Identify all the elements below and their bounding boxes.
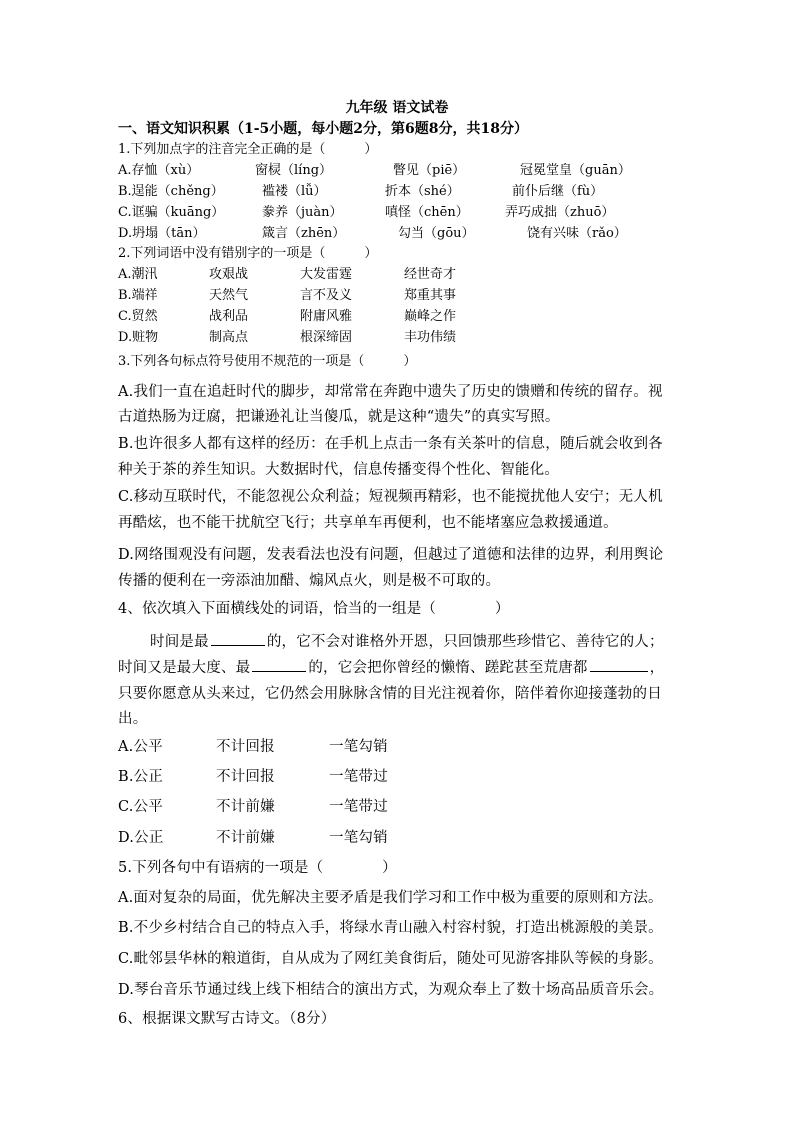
q3-option-b-line2: 种关于茶的养生知识。大数据时代，信息传播变得个性化、智能化。	[118, 462, 559, 478]
q3-option-a-line1: A.我们一直在追赶时代的脚步，却常常在奔跑中遗失了历史的馈赠和传统的留存。视	[118, 384, 663, 400]
q4-option-d-word2: 不计前嫌	[216, 830, 275, 846]
q3-option-b-line1: B.也许很多人都有这样的经历：在手机上点击一条有关茶叶的信息，随后就会收到各	[118, 436, 663, 452]
q4-passage-text: ，	[649, 660, 665, 676]
question-1-stem: 1.下列加点字的注音完全正确的是（ ）	[118, 142, 378, 157]
q5-option-c: C.毗邻昙华林的粮道街，自从成为了网红美食街后，随处可见游客排队等候的身影。	[118, 951, 663, 967]
q4-option-c-word3: 一笔带过	[329, 799, 388, 815]
q4-option-c-word2: 不计前嫌	[216, 799, 275, 815]
q1-option-d-word4: 饶有兴味（rǎo）	[527, 226, 627, 241]
q1-option-c-word3: 嗔怪（chēn）	[385, 205, 469, 220]
q2-option-b-word2: 天然气	[209, 288, 249, 303]
q1-option-d-word1: D.坍塌（tān）	[118, 226, 206, 241]
q1-option-c-word1: C.诓骗（kuāng）	[118, 205, 225, 220]
q4-option-b-word2: 不计回报	[216, 769, 275, 785]
q1-option-a-word3: 瞥见（piē）	[393, 163, 466, 178]
q1-option-b-word4: 前仆后继（fù）	[512, 184, 604, 199]
q4-passage-line3: 只要你愿意从头来过，它仍然会用脉脉含情的目光注视着你，陪伴着你迎接蓬勃的日	[118, 686, 662, 702]
q4-option-a-word3: 一笔勾销	[329, 739, 388, 755]
q2-option-b-word3: 言不及义	[300, 288, 353, 303]
q1-option-c-word4: 弄巧成拙（zhuō）	[505, 205, 615, 220]
q4-option-a-word2: 不计回报	[216, 739, 275, 755]
q4-passage-text: 时间又是最大度、最	[118, 660, 251, 676]
fill-blank-2	[252, 657, 306, 672]
q3-option-d-line2: 传播的便利在一旁添油加醋、煽风点火，则是极不可取的。	[118, 573, 501, 589]
q3-option-d-line1: D.网络围观没有问题，发表看法也没有问题，但越过了道德和法律的边界，利用舆论	[118, 547, 664, 563]
q5-option-b: B.不少乡村结合自己的特点入手，将绿水青山融入村容村貌，打造出桃源般的美景。	[118, 920, 663, 936]
q4-option-a-word1: A.公平	[118, 739, 163, 755]
q1-option-d-word3: 勾当（gōu）	[398, 226, 475, 241]
q4-option-c-word1: C.公平	[118, 799, 163, 815]
q1-option-b-word1: B.逞能（chěng）	[118, 184, 224, 199]
q2-option-d-word4: 丰功伟绩	[404, 330, 457, 345]
q3-option-c-line1: C.移动互联时代，不能忽视公众利益；短视频再精彩，也不能搅扰他人安宁；无人机	[118, 489, 663, 505]
q5-option-d: D.琴台音乐节通过线上线下相结合的演出方式，为观众奉上了数十场高品质音乐会。	[118, 982, 664, 998]
section-heading: 一、语文知识积累（1-5小题，每小题2分，第6题8分，共18分）	[118, 121, 528, 137]
q2-option-c-word2: 战利品	[209, 309, 249, 324]
q2-option-b-word1: B.端祥	[118, 288, 158, 303]
question-3-stem: 3.下列各句标点符号使用不规范的一项是（ ）	[118, 354, 417, 369]
q3-option-c-line2: 再酷炫，也不能干扰航空飞行；共享单车再便利，也不能堵塞应急救援通道。	[118, 515, 618, 531]
q4-option-d-word1: D.公正	[118, 830, 164, 846]
q1-option-d-word2: 箴言（zhēn）	[262, 226, 346, 241]
q1-option-a-word4: 冠冕堂皇（guān）	[520, 163, 631, 178]
question-5-stem: 5.下列各句中有语病的一项是（ ）	[118, 860, 397, 876]
fill-blank-3	[590, 657, 648, 672]
question-6-stem: 6、根据课文默写古诗文。（8分）	[118, 1011, 336, 1027]
q3-option-a-line2: 古道热肠为迂腐，把谦逊礼让当傻瓜，就是这种“遗失”的真实写照。	[118, 409, 560, 425]
fill-blank-1	[211, 631, 265, 646]
q4-passage-line2	[118, 657, 664, 679]
q4-option-b-word1: B.公正	[118, 769, 164, 785]
q4-passage-text: 的，它不会对谁格外开恩，只回馈那些珍惜它、善待它的人；	[266, 634, 664, 650]
q4-passage-text: 的，它会把你曾经的懒惰、蹉跎甚至荒唐都	[308, 660, 588, 676]
q2-option-c-word3: 附庸风雅	[300, 309, 353, 324]
q2-option-b-word4: 郑重其事	[404, 288, 457, 303]
q4-option-b-word3: 一笔带过	[329, 769, 388, 785]
q1-option-b-word2: 褴褛（lǚ）	[262, 184, 327, 199]
q5-option-a: A.面对复杂的局面，优先解决主要矛盾是我们学习和工作中极为重要的原则和方法。	[118, 890, 663, 906]
q2-option-a-word1: A.潮汛	[118, 267, 158, 282]
q2-option-c-word1: C.贸然	[118, 309, 158, 324]
q2-option-a-word4: 经世奇才	[404, 267, 457, 282]
q2-option-d-word1: D.赃物	[118, 330, 159, 345]
q1-option-a-word1: A.存恤（xù）	[118, 163, 200, 178]
q1-option-b-word3: 折本（shé）	[385, 184, 460, 199]
page-title: 九年级 语文试卷	[345, 100, 449, 116]
q4-passage-line1	[150, 631, 664, 653]
question-2-stem: 2.下列词语中没有错别字的一项是（ ）	[118, 246, 378, 261]
q2-option-d-word3: 根深缔固	[300, 330, 353, 345]
q4-passage-text: 时间是最	[150, 634, 209, 650]
q4-passage-line4: 出。	[118, 711, 148, 727]
q1-option-a-word2: 窗棂（líng）	[255, 163, 333, 178]
q1-option-c-word2: 豢养（juàn）	[262, 205, 343, 220]
q4-option-d-word3: 一笔勾销	[329, 830, 388, 846]
q2-option-c-word4: 巅峰之作	[404, 309, 457, 324]
q2-option-a-word3: 大发雷霆	[300, 267, 353, 282]
q2-option-d-word2: 制高点	[209, 330, 249, 345]
question-4-stem: 4、依次填入下面横线处的词语，恰当的一组是（ ）	[118, 601, 510, 617]
q2-option-a-word2: 攻艰战	[209, 267, 249, 282]
